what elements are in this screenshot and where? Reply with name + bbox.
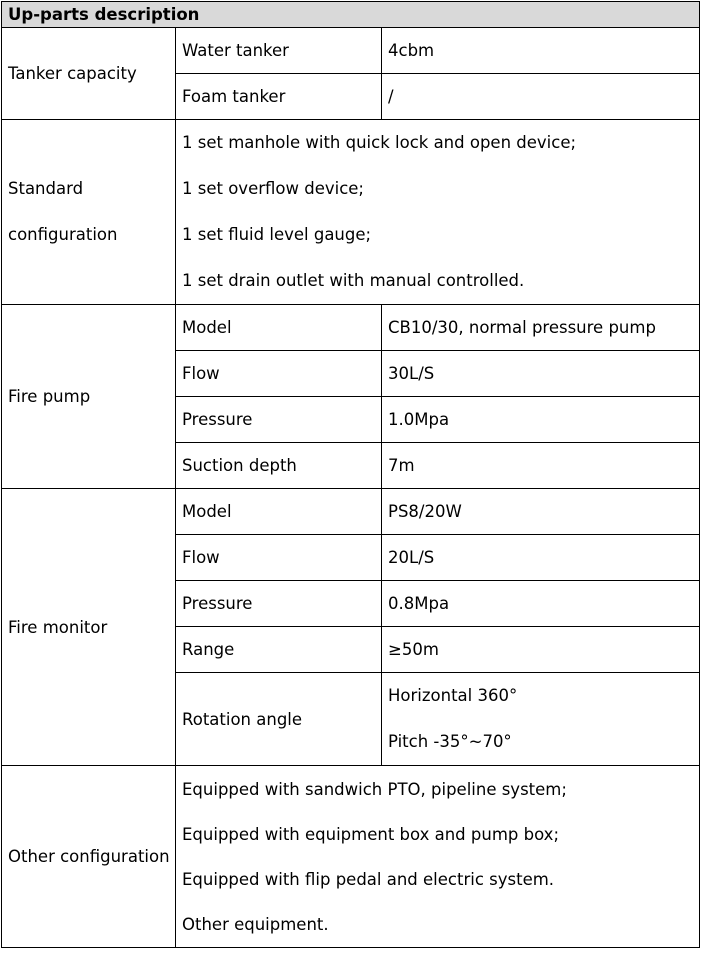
- table-row: [2, 489, 700, 535]
- row-label: Suction depth: [176, 443, 382, 489]
- row-label: Flow: [176, 535, 382, 581]
- list-item: 1 set manhole with quick lock and open device;: [182, 133, 577, 152]
- row-value: 4cbm: [382, 28, 700, 74]
- list-item: Other equipment.: [182, 914, 329, 934]
- row-label: Pressure: [176, 581, 382, 627]
- category-other-configuration: Other configuration: [2, 766, 176, 948]
- up-parts-table: [1, 1, 700, 948]
- list-item: Equipped with sandwich PTO, pipeline system;: [182, 779, 567, 799]
- row-label: Water tanker: [176, 28, 382, 74]
- row-label: Rotation angle: [176, 673, 382, 766]
- table-title: Up-parts description: [2, 2, 700, 28]
- row-label: Model: [176, 305, 382, 351]
- category-standard-configuration: [2, 120, 176, 305]
- row-value: CB10/30, normal pressure pump: [382, 305, 700, 351]
- row-value: [382, 673, 700, 766]
- table-row: [2, 28, 700, 74]
- category-fire-monitor: Fire monitor: [2, 489, 176, 766]
- category-line: Standard: [8, 179, 84, 198]
- table-row: [2, 305, 700, 351]
- row-value: /: [382, 74, 700, 120]
- list-item: 1 set fluid level gauge;: [182, 225, 372, 244]
- row-label: Range: [176, 627, 382, 673]
- list-item: Equipped with flip pedal and electric system.: [182, 869, 555, 889]
- list-item: 1 set overflow device;: [182, 179, 364, 198]
- row-value: 1.0Mpa: [382, 397, 700, 443]
- list-item: Equipped with equipment box and pump box;: [182, 824, 560, 844]
- value-line: Pitch -35°~70°: [388, 732, 512, 751]
- row-value: ≥50m: [382, 627, 700, 673]
- category-tanker-capacity: Tanker capacity: [2, 28, 176, 120]
- row-value: 30L/S: [382, 351, 700, 397]
- row-label: Foam tanker: [176, 74, 382, 120]
- category-fire-pump: Fire pump: [2, 305, 176, 489]
- category-line: configuration: [8, 225, 118, 244]
- list-item: 1 set drain outlet with manual controlled.: [182, 271, 525, 290]
- row-value: 20L/S: [382, 535, 700, 581]
- other-configuration-list: [176, 766, 700, 948]
- row-value: PS8/20W: [382, 489, 700, 535]
- row-label: Pressure: [176, 397, 382, 443]
- table-header-row: [2, 2, 700, 28]
- row-label: Model: [176, 489, 382, 535]
- table-row: [2, 766, 700, 948]
- row-label: Flow: [176, 351, 382, 397]
- row-value: 7m: [382, 443, 700, 489]
- value-line: Horizontal 360°: [388, 686, 518, 705]
- standard-configuration-list: [176, 120, 700, 305]
- row-value: 0.8Mpa: [382, 581, 700, 627]
- table-row: [2, 120, 700, 305]
